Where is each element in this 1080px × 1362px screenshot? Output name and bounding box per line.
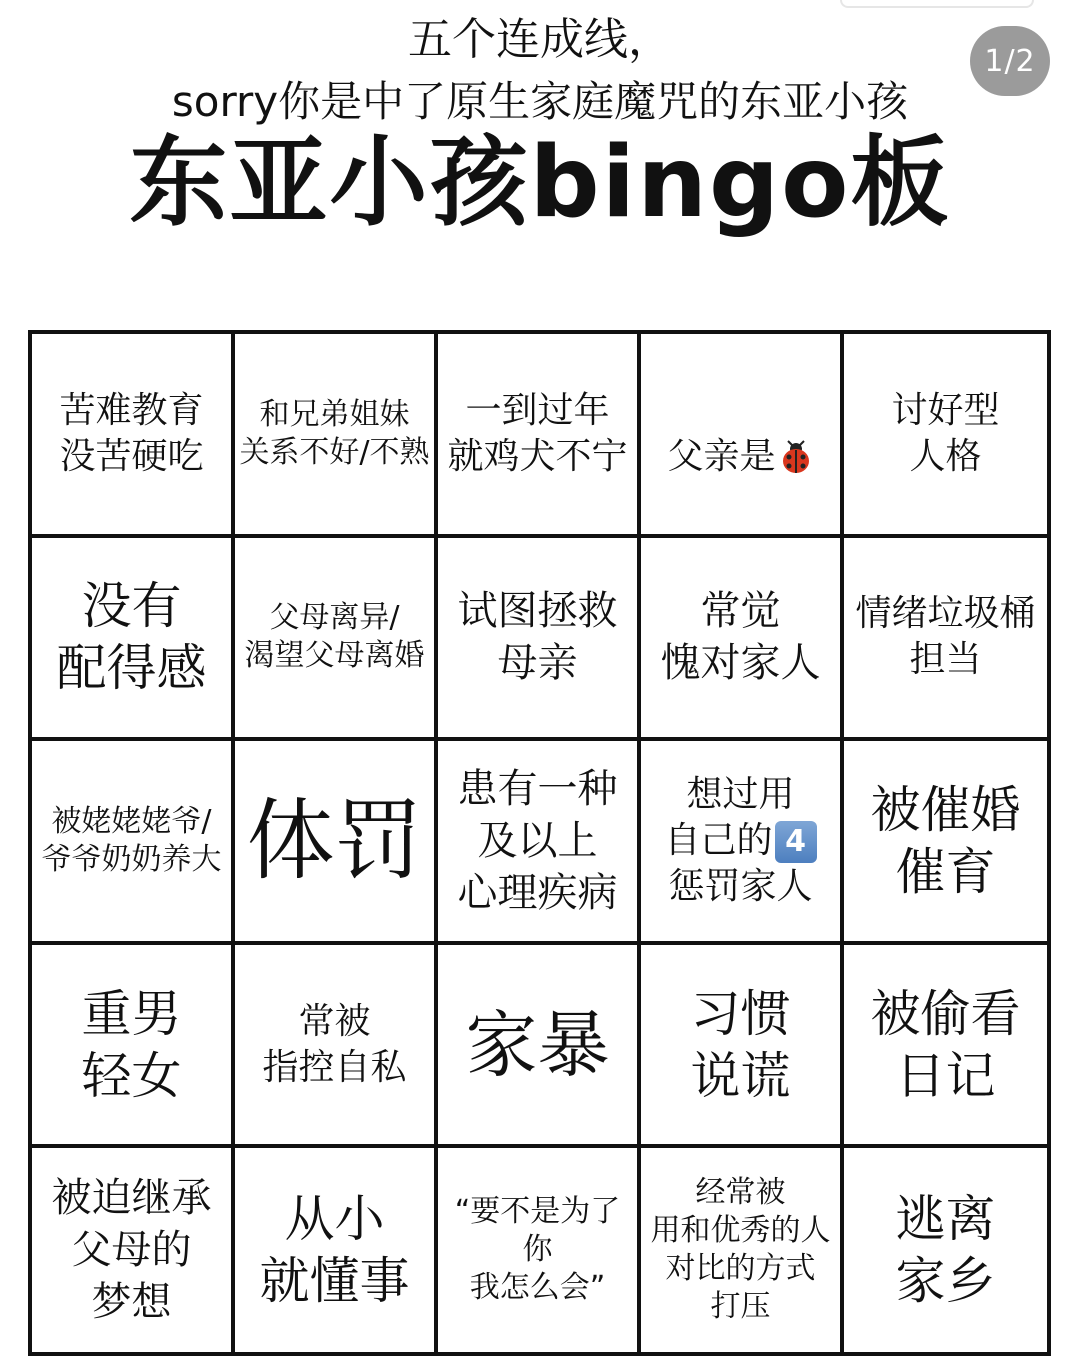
bingo-cell-text: 体罚 bbox=[246, 788, 423, 892]
bingo-cell-text: 想过用 自己的 bbox=[664, 773, 795, 861]
bingo-cell-text: 被迫继承 父母的 梦想 bbox=[51, 1175, 212, 1326]
bingo-cell bbox=[32, 741, 235, 945]
bingo-cell-text: 逃离 家乡 bbox=[895, 1190, 996, 1311]
bingo-cell bbox=[438, 1148, 641, 1352]
subtitle-line-1: 五个连成线， bbox=[408, 14, 672, 65]
bingo-cell bbox=[32, 538, 235, 742]
bingo-cell bbox=[235, 334, 438, 538]
subtitle-line-2: sorry你是中了原生家庭魔咒的东亚小孩 bbox=[171, 77, 909, 126]
bingo-board bbox=[28, 330, 1051, 1356]
bingo-cell-text: 试图拯救 母亲 bbox=[457, 588, 618, 687]
bingo-cell-text: 情绪垃圾桶 担当 bbox=[855, 593, 1036, 681]
bingo-cell-text: 常觉 愧对家人 bbox=[660, 588, 821, 687]
bingo-cell bbox=[32, 334, 235, 538]
bingo-cell bbox=[32, 945, 235, 1149]
bingo-cell-text: 常被 指控自私 bbox=[262, 1000, 407, 1088]
keycap-four-icon: 4 bbox=[775, 821, 817, 863]
bingo-cell bbox=[438, 334, 641, 538]
bingo-cell-text: 患有一种 及以上 心理疾病 bbox=[457, 765, 618, 916]
bingo-cell bbox=[438, 945, 641, 1149]
bingo-cell bbox=[844, 1148, 1047, 1352]
bingo-cell bbox=[235, 1148, 438, 1352]
top-sheet-edge bbox=[840, 0, 1034, 8]
bingo-cell bbox=[844, 945, 1047, 1149]
bingo-cell-content bbox=[664, 772, 816, 910]
page-title: 东亚小孩bingo板 bbox=[129, 126, 951, 240]
bingo-cell bbox=[641, 741, 844, 945]
bingo-cell-text: “要不是为了你 我怎么会” bbox=[454, 1194, 621, 1306]
bingo-cell-text: 被催婚 催育 bbox=[870, 780, 1021, 901]
bingo-cell bbox=[438, 538, 641, 742]
bingo-cell-text: 讨好型 人格 bbox=[891, 389, 1000, 477]
bingo-cell bbox=[641, 538, 844, 742]
bingo-cell bbox=[844, 741, 1047, 945]
page-indicator-badge[interactable]: 1/2 bbox=[970, 26, 1050, 96]
bingo-cell-text: 重男 轻女 bbox=[81, 984, 182, 1105]
bingo-cell-text: 被姥姥姥爷/ 爷爷奶奶养大 bbox=[41, 803, 222, 877]
bingo-cell-content bbox=[667, 388, 813, 480]
bingo-cell-text: 经常被 用和优秀的人 对比的方式 打压 bbox=[650, 1175, 831, 1325]
bingo-cell bbox=[641, 1148, 844, 1352]
bingo-cell-text: 没有 配得感 bbox=[56, 577, 207, 698]
bingo-cell bbox=[844, 334, 1047, 538]
bingo-cell bbox=[235, 741, 438, 945]
bingo-cell bbox=[235, 538, 438, 742]
bingo-cell-text: 被偷看 日记 bbox=[870, 984, 1021, 1105]
bingo-cell-text: 习惯 说谎 bbox=[690, 984, 791, 1105]
ladybug-icon bbox=[778, 440, 814, 476]
bingo-cell-text: 父亲是 bbox=[667, 435, 776, 477]
bingo-cell-text: 从小 就懂事 bbox=[259, 1190, 410, 1311]
bingo-cell bbox=[641, 334, 844, 538]
bingo-cell bbox=[438, 741, 641, 945]
bingo-cell-text: 惩罚家人 bbox=[668, 865, 813, 907]
bingo-cell bbox=[32, 1148, 235, 1352]
bingo-cell bbox=[235, 945, 438, 1149]
bingo-cell-text: 一到过年 就鸡犬不宁 bbox=[447, 389, 628, 477]
bingo-cell-text: 和兄弟姐妹 关系不好/不熟 bbox=[239, 396, 430, 470]
bingo-cell-text: 家暴 bbox=[465, 1002, 610, 1087]
bingo-cell-text: 苦难教育 没苦硬吃 bbox=[59, 389, 204, 477]
bingo-cell-text: 父母离异/ 渴望父母离婚 bbox=[244, 600, 425, 674]
bingo-cell bbox=[844, 538, 1047, 742]
bingo-cell bbox=[641, 945, 844, 1149]
